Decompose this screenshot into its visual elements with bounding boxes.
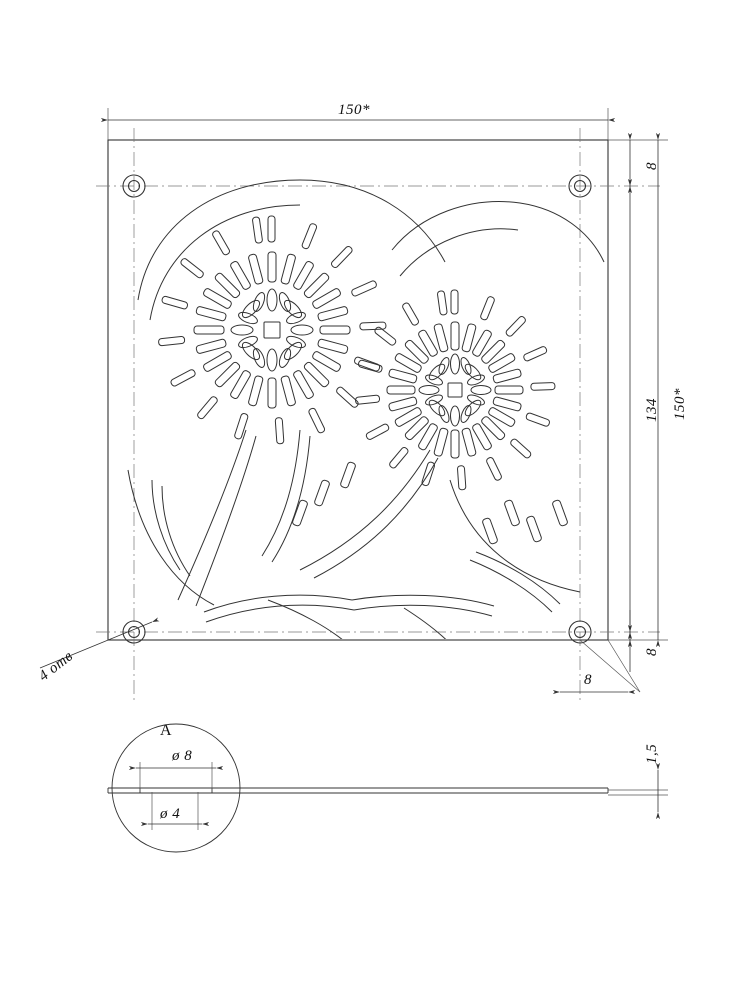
dimension-lines [108,120,658,812]
construction-lines [96,128,660,700]
dim-edge-top: 8 [644,162,660,170]
holes-note: 4 отв [36,648,77,685]
dim-thickness: 1,5 [644,743,660,764]
dim-hole-inner-dia: ø 4 [160,806,181,822]
edge-view [108,788,608,793]
dim-width-top: 150* [338,102,370,118]
detail-view-a [112,724,240,852]
detail-label-a: A [160,722,173,739]
dim-inner-height: 134 [644,398,660,422]
dim-hole-outer-dia: ø 8 [172,748,193,764]
rosette-left [158,216,386,444]
rosette-right [355,290,555,490]
decorative-pattern [128,180,604,650]
dim-edge-side: 8 [584,672,592,688]
dim-height-right: 150* [672,388,688,420]
stems-and-leaves [152,430,568,650]
dim-edge-bottom: 8 [644,648,660,656]
